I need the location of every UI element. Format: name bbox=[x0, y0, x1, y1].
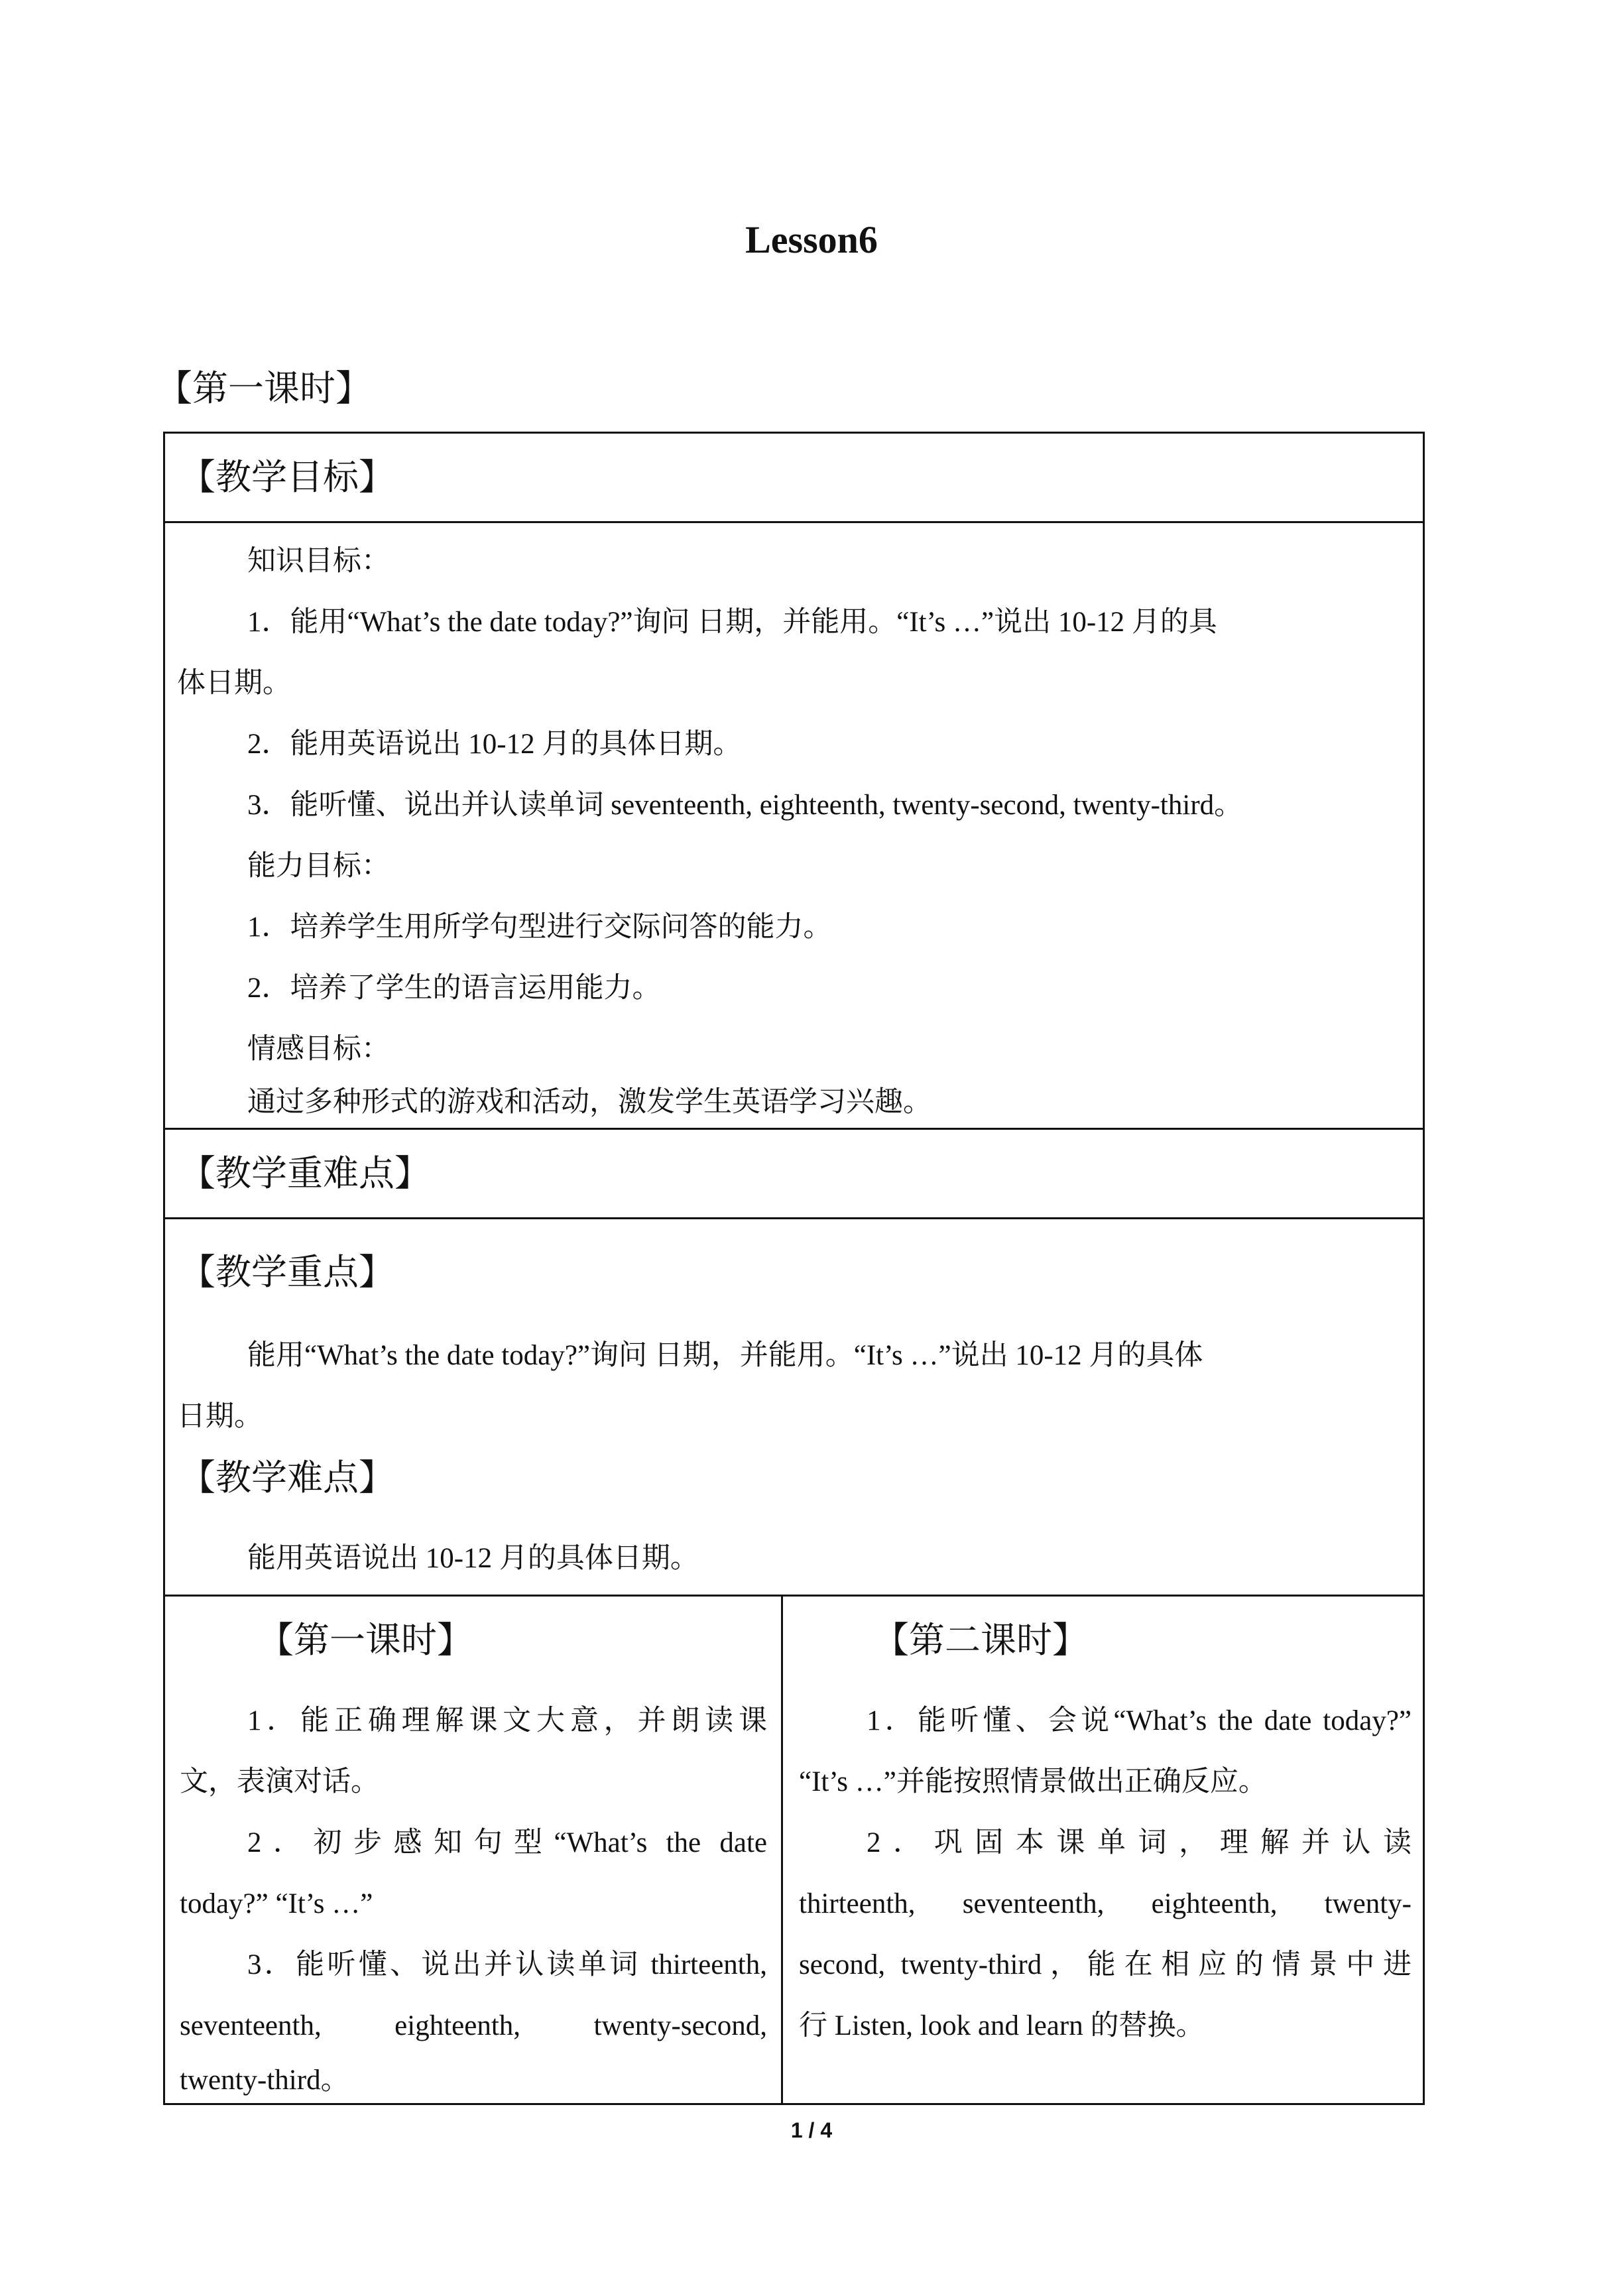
second-period-line-2: “It’s …”并能按照情景做出正确反应。 bbox=[799, 1766, 1267, 1797]
key-points-heading-cell bbox=[163, 1128, 1425, 1219]
objectives-heading-cell bbox=[163, 432, 1425, 523]
second-period-line-3: 2．巩固本课单词，理解并认读 bbox=[867, 1827, 1412, 1858]
first-period-cell bbox=[163, 1595, 783, 2105]
ability-objective-2: 2．培养了学生的语言运用能力。 bbox=[247, 973, 661, 1004]
page-number: 1 / 4 bbox=[790, 2118, 833, 2142]
key-points-heading: 【教学重难点】 bbox=[180, 1154, 430, 1193]
focus-heading: 【教学重点】 bbox=[180, 1252, 394, 1292]
knowledge-objective-3: 3．能听懂、说出并认读单词 seventeenth, eighteenth, twenty-second, twenty-third。 bbox=[247, 790, 1243, 821]
ability-objective-1: 1．培养学生用所学句型进行交际问答的能力。 bbox=[247, 912, 832, 943]
objectives-heading: 【教学目标】 bbox=[180, 457, 394, 497]
first-period-heading: 【第一课时】 bbox=[258, 1620, 473, 1660]
first-period-line-3: 2．初步感知句型“What’s the date bbox=[247, 1827, 767, 1858]
period-label: 【第一课时】 bbox=[156, 369, 371, 408]
emotion-objectives-title: 情感目标： bbox=[247, 1034, 390, 1065]
second-period-line-1: 1．能听懂、会说“What’s the date today?” bbox=[867, 1705, 1412, 1736]
first-period-line-7: twenty-third。 bbox=[180, 2065, 349, 2096]
second-period-cell bbox=[781, 1595, 1425, 2105]
first-period-line-6: seventeenth, eighteenth, twenty-second, bbox=[180, 2010, 767, 2041]
ability-objectives-title: 能力目标： bbox=[247, 851, 390, 882]
difficulty-heading: 【教学难点】 bbox=[180, 1458, 394, 1498]
focus-line-2: 日期。 bbox=[177, 1401, 263, 1432]
document-title: Lesson6 bbox=[745, 218, 878, 261]
focus-line-1: 能用“What’s the date today?”询问 日期，并能用。“It’s …”说出 10-12 月的具体 bbox=[247, 1340, 1203, 1371]
first-period-line-4: today?” “It’s …” bbox=[180, 1888, 373, 1919]
second-period-line-4: thirteenth, seventeenth, eighteenth, twenty- bbox=[799, 1888, 1412, 1919]
first-period-line-5: 3．能听懂、说出并认读单词 thirteenth, bbox=[247, 1949, 767, 1980]
second-period-line-5: second, twenty-third，能在相应的情景中进 bbox=[799, 1949, 1412, 1980]
knowledge-objective-1-line-2: 体日期。 bbox=[177, 668, 291, 699]
knowledge-objectives-title: 知识目标： bbox=[247, 546, 390, 577]
first-period-line-2: 文，表演对话。 bbox=[180, 1766, 379, 1797]
knowledge-objective-1-line-1: 1．能用“What’s the date today?”询问 日期，并能用。“It’s …”说出 10-12 月的具 bbox=[247, 607, 1217, 638]
first-period-line-1: 1．能正确理解课文大意，并朗读课 bbox=[247, 1705, 767, 1736]
difficulty-text: 能用英语说出 10-12 月的具体日期。 bbox=[247, 1543, 699, 1574]
emotion-objective-1: 通过多种形式的游戏和活动，激发学生英语学习兴趣。 bbox=[247, 1087, 932, 1118]
objectives-content-cell bbox=[163, 521, 1425, 1130]
knowledge-objective-2: 2．能用英语说出 10-12 月的具体日期。 bbox=[247, 729, 742, 760]
second-period-heading: 【第二课时】 bbox=[873, 1620, 1088, 1660]
key-points-content-cell bbox=[163, 1217, 1425, 1597]
second-period-line-6: 行 Listen, look and learn 的替换。 bbox=[799, 2010, 1205, 2041]
